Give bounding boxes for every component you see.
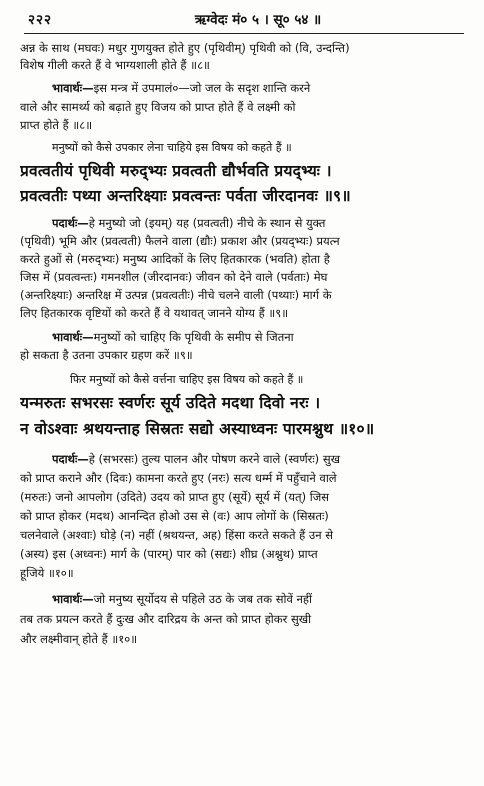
mantra-line: यन्मरुतः सभरसः स्वर्णरः सूर्य उदिते मदथा दिवो नरः ।	[20, 394, 321, 412]
mantra-line: प्रवत्वतीयं पृथिवी मरुद्भ्यः प्रवत्वती द्यौर्भवति प्रयद्भ्यः ।	[20, 162, 332, 180]
text-line: प्राप्त होते हैं ॥८॥	[20, 118, 93, 132]
mantra-line: प्रवत्वतीः पथ्या अन्तरिक्ष्याः प्रवत्वन्तः पर्वता जीरदानवः ॥९॥	[20, 187, 351, 205]
bhavartha-9	[52, 329, 466, 345]
text-line: लिए हितकारक वृष्टियों को करते हैं वे यथावत् जानने योग्य हैं ॥९॥	[20, 306, 289, 320]
text-line: (अस्य) इस (अध्वनः) मार्ग के (पारम्) पार को (सद्यः) शीघ्र (अश्नुथ) प्राप्त	[20, 547, 318, 561]
bhavartha-label: भावार्थः—	[52, 592, 94, 606]
text-line: (मरुतः) जनो आपलोग (उदिते) उदय को प्राप्त हुए (सूर्ये) सूर्य में (यत्) जिस	[20, 490, 330, 504]
text-line: (अन्तरिक्ष्याः) अन्तरिक्ष में उत्पन्न (प्रवत्वतीः) नीचे चलने वाली (पथ्याः) मार्ग के	[20, 288, 332, 302]
mantra-line: न वोऽश्वाः श्रथयन्ताह सिस्रतः सद्यो अस्याध्वनः पारमश्नुथ ॥१०॥	[20, 420, 375, 438]
page-header	[28, 8, 464, 30]
text-line: करते हुओं से (मरुद्भ्यः) मनुष्य आदिकों के लिए हितकारक (भवति) होता है	[20, 252, 330, 266]
text-line: हे (सभरसः) तुल्य पालन और पोषण करने वाले (स्वर्णरः) सुख	[88, 452, 340, 466]
bhavartha-label: भावार्थः—	[52, 330, 94, 344]
padartha-10	[52, 451, 466, 467]
bhavartha-label: भावार्थः—	[52, 81, 94, 95]
padartha-label: पदार्थः—	[52, 216, 89, 230]
text-line: इस मन्त्र में उपमालं०—जो जल के सदृश शान्ति करने	[93, 81, 311, 95]
text-line: तब तक प्रयत्न करते हैं दुःख और दारिद्रय के अन्त को प्राप्त होकर सुखी	[20, 612, 312, 626]
subject-note: मनुष्यों को कैसे उपकार लेना चाहिये इस विषय को कहते हैं ॥	[52, 141, 292, 154]
padartha-9	[52, 215, 466, 231]
text-line: को प्राप्त कराने और (दिवः) कामना करते हुए (नरः) सत्य धर्म्म में पहुँचाने वाले	[20, 471, 337, 485]
page-number: २२२	[28, 12, 53, 28]
text-line: (पृथिवी) भूमि और (प्रवत्वती) फैलने वाला (द्यौः) प्रकाश और (प्रयद्भ्यः) प्रयत्न	[20, 234, 340, 248]
header-rule	[24, 33, 464, 34]
text-line: और लक्ष्मीवान् होते हैं ॥१०॥	[20, 632, 138, 646]
bhavartha-10	[52, 591, 466, 607]
text-line: वाले और सामर्थ्य को बढ़ाते हुए विजय को प्राप्त होते हैं वे लक्ष्मी को	[20, 100, 296, 114]
running-title: ऋग्वेदः मं० ५ । सू० ५४ ॥	[194, 12, 322, 28]
text-line: चलनेवाले (अश्वाः) घोड़े (न) नहीं (श्रथयन्त, अह) हिंसा करते सकते हैं उन से	[20, 528, 334, 542]
padartha-label: पदार्थः—	[52, 452, 89, 466]
text-line: हे मनुष्यो जो (इयम्) यह (प्रवत्वती) नीचे के स्थान से युक्त	[88, 216, 326, 230]
bhavartha-8	[52, 80, 466, 96]
subject-note: फिर मनुष्यों को कैसे वर्त्तना चाहिए इस विषय को कहते हैं ॥	[70, 373, 304, 386]
text-line: अन्न के साथ (मघवः) मधुर गुणयुक्त होते हुए (पृथिवीम्) पृथिवी को (वि, उन्दन्ति)	[20, 41, 350, 55]
text-line: को प्राप्त होकर (मदथ) आनन्दित होओ उस से (वः) आप लोगों के (सिस्रतः)	[20, 509, 329, 523]
text-line: जिस में (प्रवत्वन्तः) गमनशील (जीरदानवः) जीवन को देने वाले (पर्वताः) मेघ	[20, 270, 328, 284]
text-line: हूजिये ॥१०॥	[20, 566, 74, 580]
text-line: जो मनुष्य सूर्योदय से पहिले उठ के जब तक सोवें नहीं	[93, 592, 312, 606]
text-line: हो सकता है उतना उपकार ग्रहण करें ॥९॥	[20, 348, 193, 362]
text-line: मनुष्यों को चाहिए कि पृथिवी के समीप से जितना	[93, 330, 294, 344]
text-line: विशेष गीली करते हैं वे भाग्यशाली होते हैं ॥८॥	[20, 58, 210, 72]
